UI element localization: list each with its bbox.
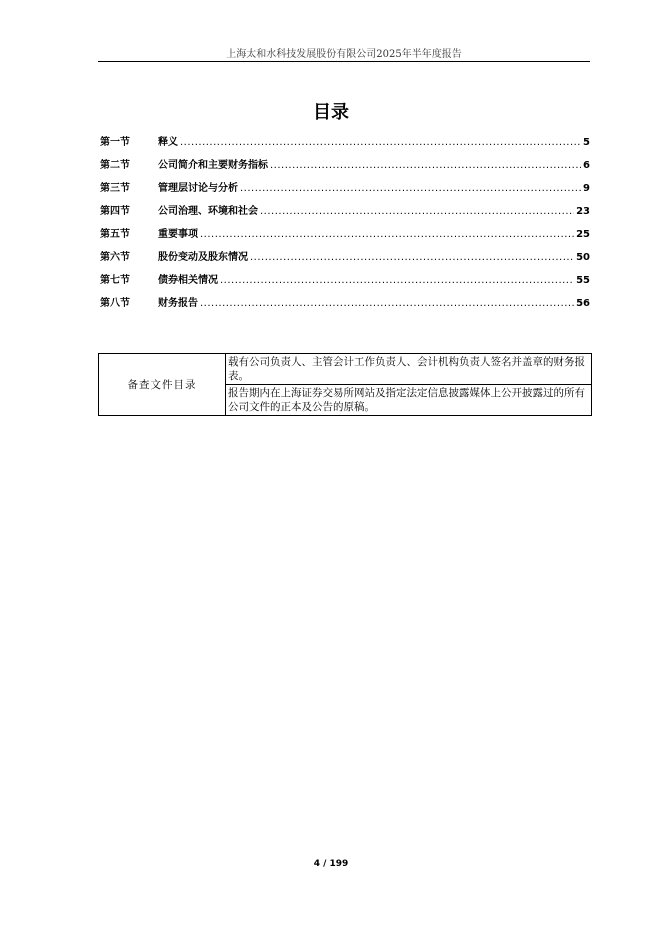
toc-entry[interactable] <box>100 294 590 317</box>
toc-entry[interactable] <box>100 271 590 294</box>
toc-section-number: 第八节 <box>100 298 130 309</box>
toc-leader-dots <box>250 252 574 263</box>
toc-section-number: 第一节 <box>100 137 130 148</box>
toc-section-name: 债券相关情况 <box>158 275 218 286</box>
toc-section-name: 财务报告 <box>158 298 198 309</box>
toc-section-number: 第五节 <box>100 229 130 240</box>
toc-section-name: 股份变动及股东情况 <box>158 252 248 263</box>
toc-page-number: 6 <box>583 160 590 171</box>
toc-section-name: 公司简介和主要财务指标 <box>158 160 268 171</box>
page-number: 4 / 199 <box>313 859 349 869</box>
toc-leader-dots <box>240 183 581 194</box>
toc-page-number: 56 <box>576 298 590 309</box>
running-header: 上海太和水科技发展股份有限公司2025年半年度报告 <box>226 49 462 60</box>
toc-leader-dots <box>270 160 581 171</box>
reference-documents-table <box>98 353 592 416</box>
toc-leader-dots <box>200 229 574 240</box>
toc-section-number: 第六节 <box>100 252 130 263</box>
toc-entry[interactable] <box>100 248 590 271</box>
reference-documents-label: 备查文件目录 <box>99 354 226 416</box>
toc-entry[interactable] <box>100 225 590 248</box>
header-divider <box>98 61 590 62</box>
reference-document-item: 报告期内在上海证券交易所网站及指定法定信息披露媒体上公开披露过的所有公司文件的正本及公告的原稿。 <box>226 385 592 416</box>
toc-section-number: 第七节 <box>100 275 130 286</box>
toc-section-name: 公司治理、环境和社会 <box>158 206 258 217</box>
toc-leader-dots <box>180 137 581 148</box>
toc-section-name: 管理层讨论与分析 <box>158 183 238 194</box>
toc-entry[interactable] <box>100 133 590 156</box>
toc-page-number: 5 <box>583 137 590 148</box>
toc-page-number: 55 <box>576 275 590 286</box>
toc-page-number: 23 <box>576 206 590 217</box>
toc-section-number: 第三节 <box>100 183 130 194</box>
toc-leader-dots <box>200 298 574 309</box>
reference-document-item: 载有公司负责人、主管会计工作负责人、会计机构负责人签名并盖章的财务报表。 <box>226 354 592 385</box>
toc-section-number: 第四节 <box>100 206 130 217</box>
toc-entry[interactable] <box>100 156 590 179</box>
table-of-contents <box>100 133 590 317</box>
toc-entry[interactable] <box>100 179 590 202</box>
table-row <box>99 354 592 385</box>
toc-leader-dots <box>220 275 574 286</box>
toc-entry[interactable] <box>100 202 590 225</box>
toc-section-name: 释义 <box>158 137 178 148</box>
toc-section-number: 第二节 <box>100 160 130 171</box>
toc-page-number: 25 <box>576 229 590 240</box>
toc-leader-dots <box>260 206 574 217</box>
toc-title: 目录 <box>313 102 349 123</box>
toc-section-name: 重要事项 <box>158 229 198 240</box>
toc-page-number: 50 <box>576 252 590 263</box>
toc-page-number: 9 <box>583 183 590 194</box>
